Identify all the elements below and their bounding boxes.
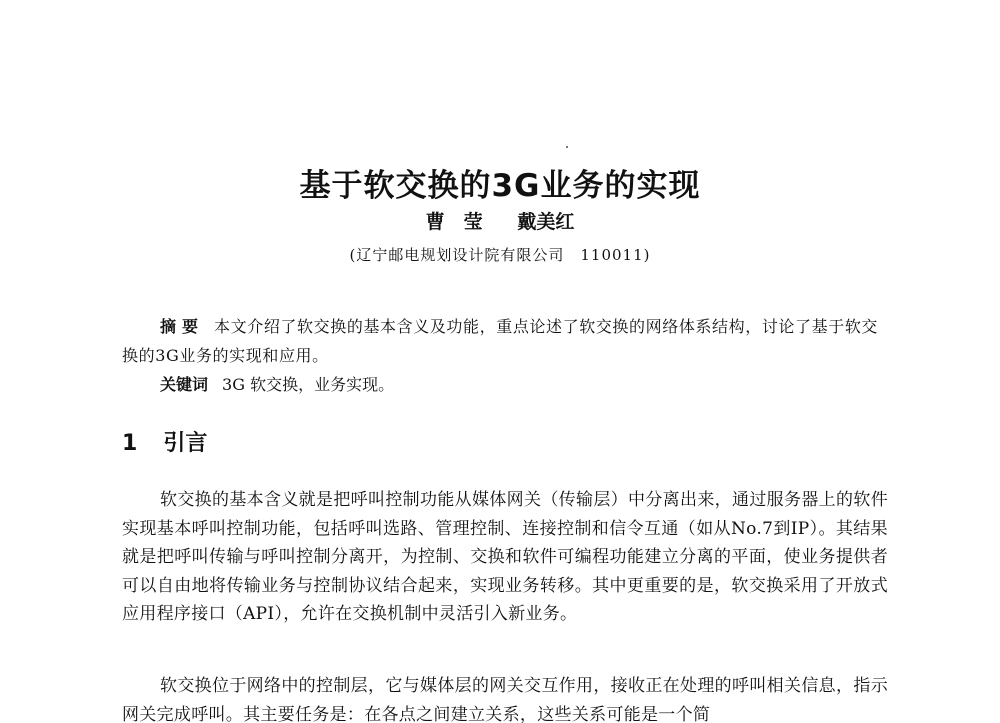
abstract bbox=[122, 312, 888, 370]
keywords-text: 3G 软交换，业务实现。 bbox=[222, 375, 395, 394]
body-paragraph: 软交换位于网络中的控制层，它与媒体层的网关交互作用，接收正在处理的呼叫相关信息，指示网关完成呼叫。其主要任务是：在各点之间建立关系，这些关系可能是一个简 bbox=[122, 676, 888, 723]
author-name: 曹 莹 bbox=[425, 211, 483, 233]
scan-speck bbox=[566, 146, 568, 148]
affiliation: (辽宁邮电规划设计院有限公司 110011) bbox=[349, 246, 651, 264]
keywords bbox=[160, 370, 394, 399]
author-name: 戴美红 bbox=[517, 211, 575, 233]
abstract-text: 本文介绍了软交换的基本含义及功能，重点论述了软交换的网络体系结构，讨论了基于软交换的3G业务的实现和应用。 bbox=[122, 317, 879, 365]
section-title: 引言 bbox=[163, 431, 208, 456]
section-number: 1 bbox=[122, 431, 138, 456]
section-heading bbox=[122, 428, 207, 460]
author-list bbox=[0, 209, 1000, 235]
abstract-label: 摘要 bbox=[160, 317, 205, 336]
keywords-label: 关键词 bbox=[160, 375, 209, 394]
paper-title: 基于软交换的3G业务的实现 bbox=[299, 168, 701, 204]
body-paragraph: 软交换的基本含义就是把呼叫控制功能从媒体网关（传输层）中分离出来，通过服务器上的软件实现基本呼叫控制功能，包括呼叫选路、管理控制、连接控制和信令互通（如从No.7到IP）。其结果就是把呼叫传输与呼叫控制分离开，为控制、交换和软件可编程功能建立分离的平面，使业务提供者可以自由地将传输业务与控制协议结合起来，实现业务转移。其中更重要的是，软交换采用了开放式应用程序接口（API），允许在交换机制中灵活引入新业务。 bbox=[122, 490, 888, 624]
